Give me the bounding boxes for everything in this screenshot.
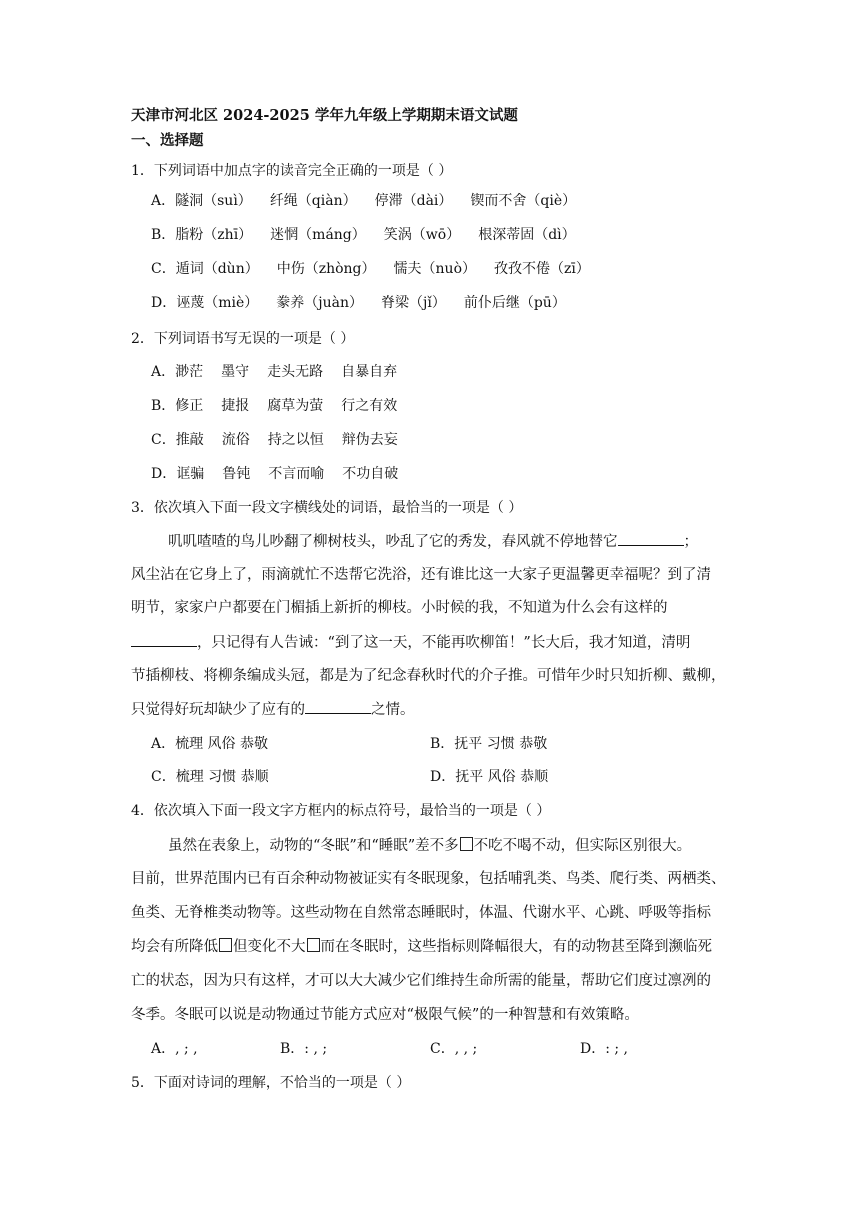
passage-text: 而在冬眠时，这些指标则降幅很大，有的动物甚至降到濒临死 [320, 939, 712, 955]
passage-text: 均会有所降低 [131, 939, 218, 955]
passage-line [168, 834, 752, 855]
option-letter: A． [151, 364, 176, 380]
passage-line: 鱼类、无脊椎类动物等。这些动物在自然常态睡眠时，体温、代谢水平、心跳、呼吸等指标 [131, 905, 711, 921]
question-1-option-d[interactable] [151, 292, 566, 312]
option-word: 辩伪去妄 [341, 432, 398, 448]
punctuation-box[interactable] [460, 837, 473, 851]
option-word: 诬蔑（miè） [176, 295, 259, 311]
passage-text: 不吃不喝不动，但实际区别很大。 [473, 838, 692, 854]
passage-text: ； [683, 534, 698, 550]
option-word: 腐草为萤 [267, 398, 324, 414]
question-4-option-a[interactable]: A．, ; , [151, 1041, 198, 1057]
option-word: 脊梁（jǐ） [381, 295, 446, 311]
passage-text: 叽叽喳喳的鸟儿吵翻了柳树枝头，吵乱了它的秀发，春风就不停地替它 [168, 534, 618, 550]
punctuation-box[interactable] [307, 938, 320, 952]
option-letter: A． [151, 193, 176, 209]
question-2-stem: 2．下列词语书写无误的一项是（ ） [131, 331, 355, 347]
fill-blank[interactable] [131, 632, 197, 647]
option-word: 停滞（dài） [374, 193, 453, 209]
passage-line [131, 698, 715, 719]
passage-line: 目前，世界范围内已有百余种动物被证实有冬眠现象，包括哺乳类、鸟类、爬行类、两栖类、 [131, 871, 726, 887]
passage-text: 但变化不大 [233, 939, 306, 955]
question-2-option-c[interactable] [151, 429, 398, 449]
option-word: 诓骗 [176, 466, 205, 482]
question-3-option-a[interactable]: A．梳理 风俗 恭敬 [151, 736, 269, 752]
question-1-option-a[interactable] [151, 190, 576, 210]
option-word: 修正 [175, 398, 204, 414]
option-word: 锲而不舍（qiè） [470, 193, 577, 209]
passage-line [168, 530, 752, 551]
option-word: 行之有效 [341, 398, 398, 414]
passage-line: 明节，家家户户都要在门楣插上新折的柳枝。小时候的我，不知道为什么会有这样的 [131, 600, 668, 616]
option-word: 中伤（zhòng） [276, 261, 376, 277]
fill-blank[interactable] [618, 531, 684, 546]
option-word: 捷报 [221, 398, 250, 414]
option-letter: D． [151, 466, 177, 482]
question-4-option-d[interactable]: D．: ; , [580, 1041, 629, 1057]
option-letter: B． [151, 227, 176, 243]
passage-line: 风尘沾在它身上了，雨滴就忙不迭帮它洗浴，还有谁比这一大家子更温馨更幸福呢？到了清 [131, 567, 711, 583]
option-word: 笑涡（wō） [383, 227, 461, 243]
option-word: 渺茫 [175, 364, 204, 380]
fill-blank[interactable] [305, 699, 371, 714]
passage-text: 只觉得好玩却缺少了应有的 [131, 702, 305, 718]
option-word: 根深蒂固（dì） [478, 227, 576, 243]
option-word: 不功自破 [342, 466, 399, 482]
question-3-stem: 3．依次填入下面一段文字横线处的词语，最恰当的一项是（ ） [131, 500, 523, 516]
option-word: 不言而喻 [268, 466, 325, 482]
option-word: 持之以恒 [267, 432, 324, 448]
question-1-stem: 1．下列词语中加点字的读音完全正确的一项是（ ） [131, 163, 453, 179]
question-3-option-d[interactable]: D．抚平 风俗 恭顺 [430, 769, 549, 785]
option-letter: B． [151, 398, 176, 414]
passage-line: 冬季。冬眠可以说是动物通过节能方式应对“极限气候”的一种智慧和有效策略。 [131, 1007, 639, 1023]
question-4-option-c[interactable]: C．, , ; [430, 1041, 478, 1057]
question-2-option-a[interactable] [151, 361, 397, 381]
question-1-option-b[interactable] [151, 224, 576, 244]
punctuation-box[interactable] [219, 938, 232, 952]
option-word: 推敲 [175, 432, 204, 448]
option-word: 走头无路 [267, 364, 324, 380]
option-word: 鲁钝 [222, 466, 251, 482]
option-word: 迷惘（máng） [270, 227, 366, 243]
passage-text: 虽然在表象上，动物的“冬眠”和“睡眠”差不多 [168, 838, 459, 854]
question-3-option-b[interactable]: B．抚平 习惯 恭敬 [430, 736, 548, 752]
exam-title: 天津市河北区 2024-2025 学年九年级上学期期末语文试题 [131, 107, 518, 124]
question-1-option-c[interactable] [151, 258, 590, 278]
option-word: 懦夫（nuò） [393, 261, 476, 277]
option-word: 纤绳（qiàn） [269, 193, 357, 209]
question-2-option-d[interactable] [151, 463, 398, 483]
question-4-option-b[interactable]: B．: , ; [280, 1041, 328, 1057]
option-word: 豢养（juàn） [276, 295, 364, 311]
option-word: 墨守 [221, 364, 250, 380]
option-word: 流俗 [221, 432, 250, 448]
passage-line: 节插柳枝、将柳条编成头冠，都是为了纪念春秋时代的介子推。可惜年少时只知折柳、戴柳， [131, 668, 726, 684]
option-word: 隧洞（suì） [175, 193, 252, 209]
passage-text: ，只记得有人告诫：“到了这一天，不能再吹柳笛！”长大后，我才知道，清明 [197, 635, 691, 651]
question-3-option-c[interactable]: C．梳理 习惯 恭顺 [151, 769, 269, 785]
question-5-stem: 5．下面对诗词的理解，不恰当的一项是（ ） [131, 1075, 411, 1091]
passage-line [131, 631, 715, 652]
option-word: 前仆后继（pū） [463, 295, 566, 311]
option-word: 自暴自弃 [341, 364, 398, 380]
question-2-option-b[interactable] [151, 395, 397, 415]
passage-line [131, 935, 715, 956]
passage-text: 之情。 [371, 702, 415, 718]
option-letter: C． [151, 261, 176, 277]
passage-line: 亡的状态，因为只有这样，才可以大大减少它们维持生命所需的能量，帮助它们度过凛冽的 [131, 973, 711, 989]
option-word: 孜孜不倦（zī） [494, 261, 590, 277]
option-word: 遁词（dùn） [175, 261, 259, 277]
section-heading: 一、选择题 [131, 132, 204, 149]
option-letter: C． [151, 432, 176, 448]
option-letter: D． [151, 295, 177, 311]
option-word: 脂粉（zhī） [175, 227, 253, 243]
question-4-stem: 4．依次填入下面一段文字方框内的标点符号，最恰当的一项是（ ） [131, 803, 551, 819]
